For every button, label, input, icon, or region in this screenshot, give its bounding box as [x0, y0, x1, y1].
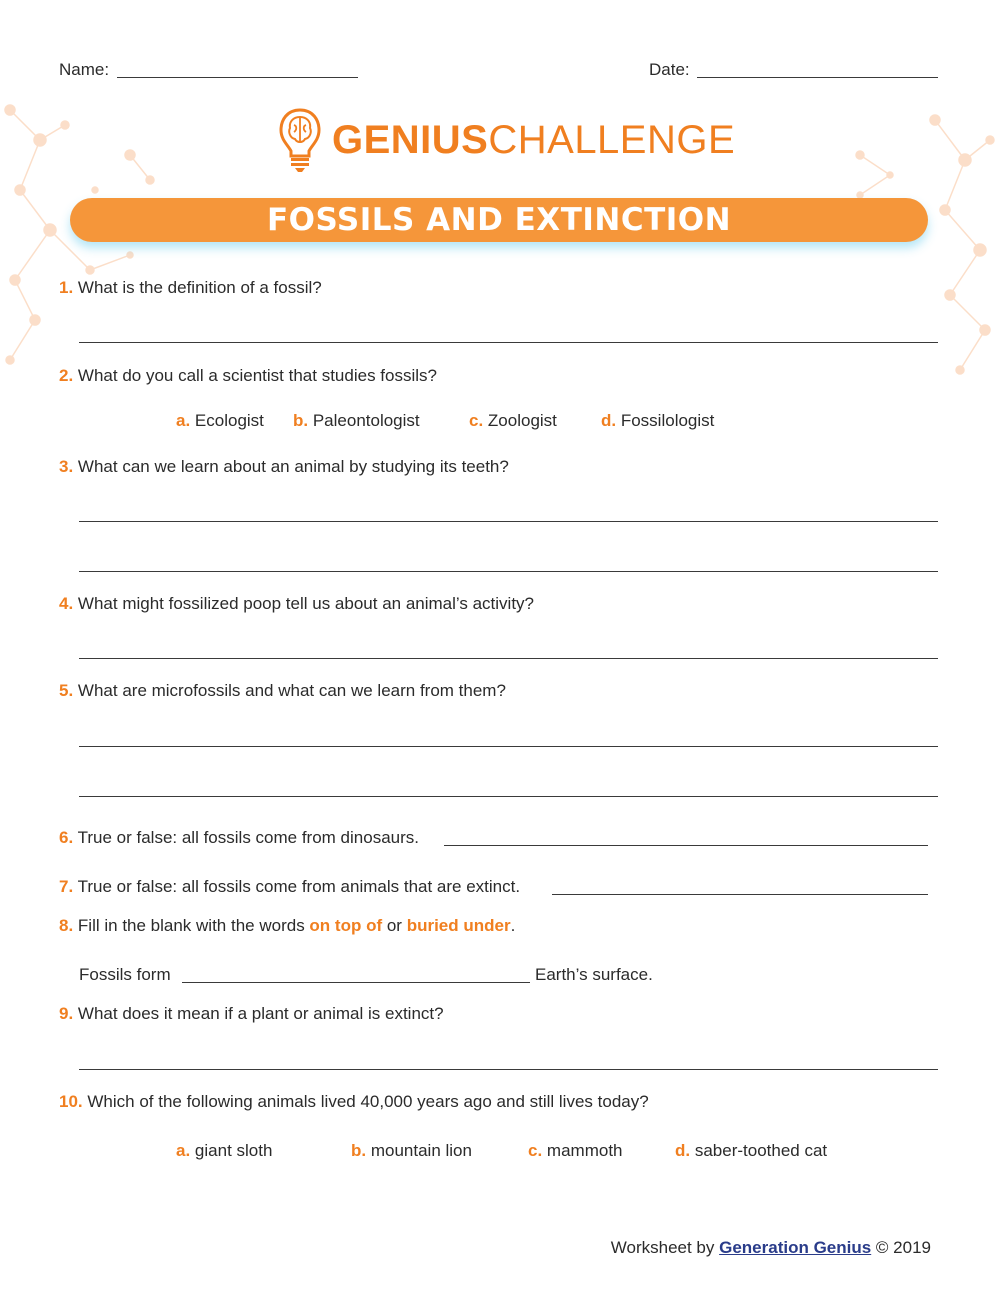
question-10 [59, 1092, 649, 1112]
name-label: Name: [59, 60, 110, 79]
question-9 [59, 1004, 444, 1024]
logo-word-bold: GENIUS [332, 118, 489, 162]
question-number: 10. [59, 1092, 83, 1111]
choice-text: giant sloth [194, 1141, 273, 1160]
generation-genius-link[interactable]: Generation Genius [719, 1238, 872, 1257]
choice-letter: d. [601, 411, 617, 430]
keyword-buried-under: buried under [406, 916, 511, 935]
choice-letter: c. [528, 1141, 543, 1160]
answer-line[interactable] [79, 521, 938, 522]
genius-challenge-logo [278, 106, 735, 174]
question-number: 1. [59, 278, 74, 297]
logo-word-light: CHALLENGE [488, 118, 736, 162]
question-text-end: . [510, 916, 516, 935]
answer-line[interactable] [79, 796, 938, 797]
choice-text: Paleontologist [312, 411, 420, 430]
lightbulb-brain-icon [278, 107, 322, 173]
question-text: What does it mean if a plant or animal is extinct? [77, 1004, 444, 1023]
fill-blank-line[interactable] [182, 982, 530, 983]
choice-b[interactable] [293, 411, 420, 431]
choice-text: Zoologist [487, 411, 557, 430]
answer-line[interactable] [79, 1069, 938, 1070]
footer-prefix: Worksheet by [610, 1238, 720, 1257]
title-banner [70, 198, 928, 242]
question-text: What do you call a scientist that studies fossils? [77, 366, 437, 385]
choice-letter: d. [675, 1141, 691, 1160]
question-number: 5. [59, 681, 74, 700]
question-number: 4. [59, 594, 74, 613]
fill-sentence-end: Earth’s surface. [535, 965, 653, 984]
question-text: What might fossilized poop tell us about an animal’s activity? [77, 594, 535, 613]
choice-text: mammoth [546, 1141, 623, 1160]
choice-letter: b. [351, 1141, 367, 1160]
question-text: True or false: all fossils come from dinosaurs. [77, 828, 419, 847]
keyword-on-top-of: on top of [309, 916, 383, 935]
answer-line[interactable] [79, 658, 938, 659]
question-number: 6. [59, 828, 74, 847]
question-text: Fill in the blank with the words [77, 916, 310, 935]
question-3 [59, 457, 509, 477]
question-1 [59, 278, 322, 298]
question-6 [59, 828, 419, 848]
choice-text: mountain lion [370, 1141, 472, 1160]
choice-d[interactable] [675, 1141, 827, 1161]
choice-letter: b. [293, 411, 309, 430]
choice-text: Ecologist [194, 411, 264, 430]
choice-c[interactable] [528, 1141, 623, 1161]
date-field[interactable] [697, 77, 938, 78]
question-text: What can we learn about an animal by studying its teeth? [77, 457, 509, 476]
question-2 [59, 366, 437, 386]
question-number: 3. [59, 457, 74, 476]
question-number: 2. [59, 366, 74, 385]
choice-letter: c. [469, 411, 484, 430]
answer-line[interactable] [79, 746, 938, 747]
name-field[interactable] [117, 77, 358, 78]
page-title: FOSSILS AND EXTINCTION [266, 202, 732, 238]
logo-wordmark [332, 118, 735, 162]
choice-d[interactable] [601, 411, 714, 431]
question-7 [59, 877, 520, 897]
fill-sentence-start: Fossils form [79, 965, 171, 984]
date-label: Date: [649, 60, 690, 79]
question-number: 7. [59, 877, 74, 896]
question-text: Which of the following animals lived 40,000 years ago and still lives today? [87, 1092, 649, 1111]
choice-text: Fossilologist [620, 411, 715, 430]
answer-line[interactable] [79, 571, 938, 572]
choice-letter: a. [176, 411, 191, 430]
question-text: What are microfossils and what can we learn from them? [77, 681, 506, 700]
choice-b[interactable] [351, 1141, 472, 1161]
choice-text: saber-toothed cat [694, 1141, 828, 1160]
answer-line[interactable] [444, 845, 928, 846]
question-text-mid: or [382, 916, 407, 935]
question-8 [59, 916, 515, 936]
question-text: What is the definition of a fossil? [77, 278, 322, 297]
answer-line[interactable] [552, 894, 928, 895]
question-4 [59, 594, 534, 614]
footer-credit [611, 1238, 931, 1258]
answer-line[interactable] [79, 342, 938, 343]
choice-a[interactable] [176, 1141, 272, 1161]
choice-a[interactable] [176, 411, 264, 431]
question-number: 8. [59, 916, 74, 935]
choice-c[interactable] [469, 411, 557, 431]
question-5 [59, 681, 506, 701]
question-text: True or false: all fossils come from animals that are extinct. [77, 877, 521, 896]
question-number: 9. [59, 1004, 74, 1023]
footer-suffix: © 2019 [871, 1238, 931, 1257]
choice-letter: a. [176, 1141, 191, 1160]
